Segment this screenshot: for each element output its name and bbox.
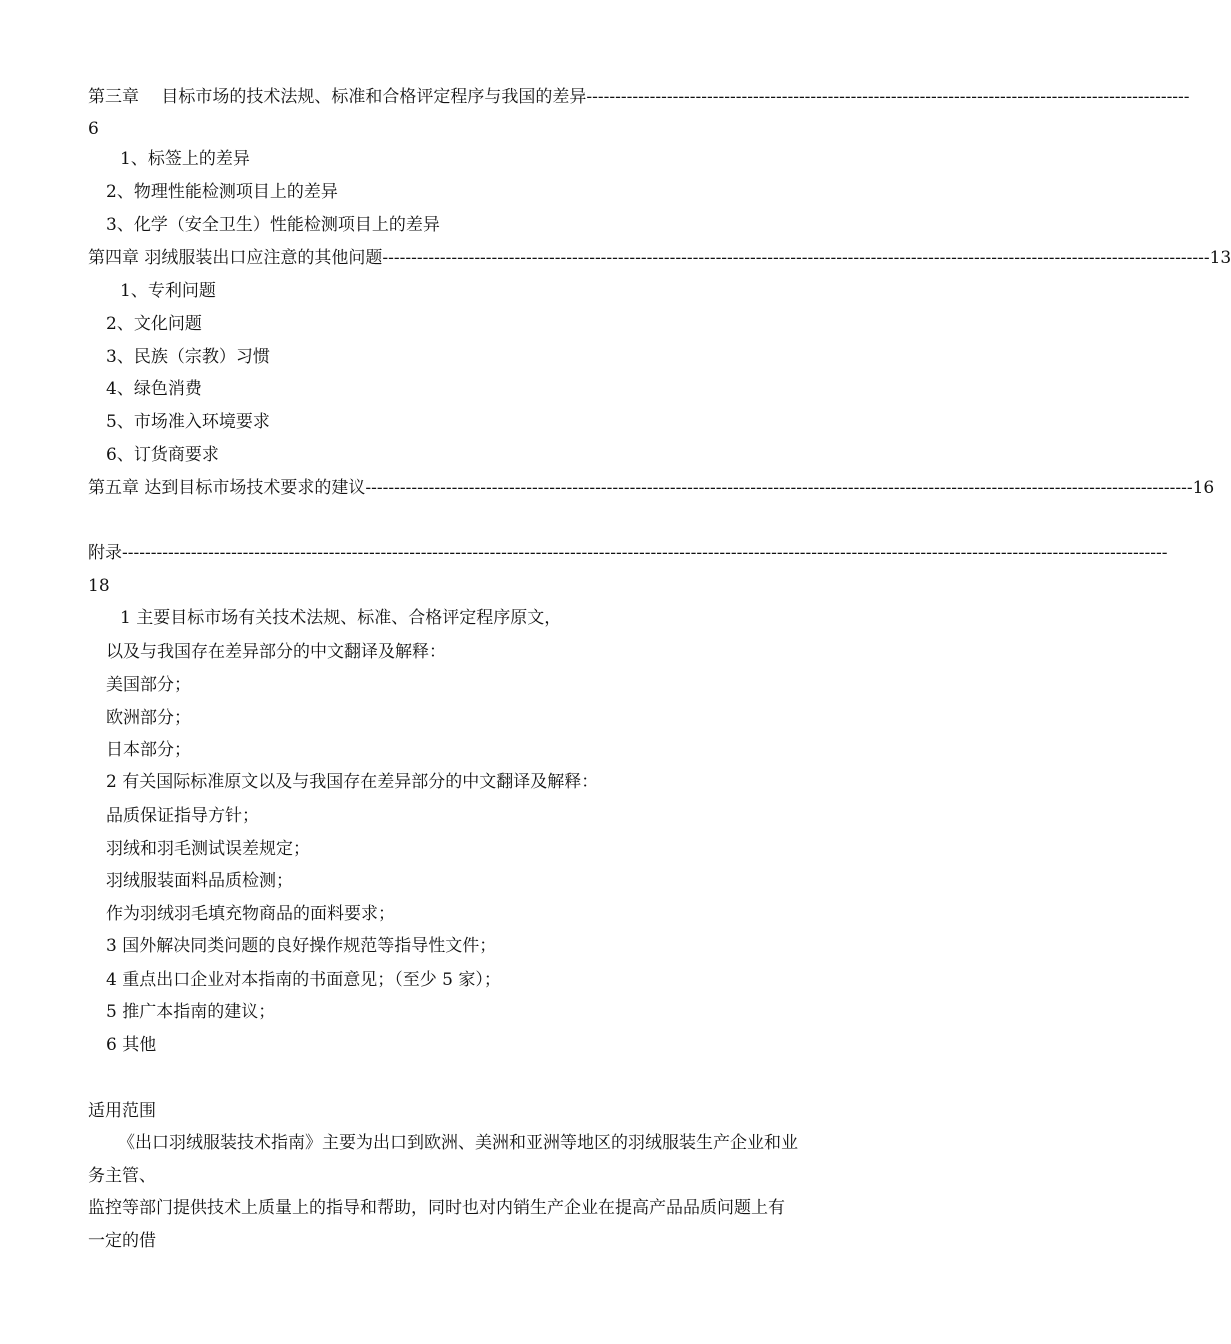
toc-subitem: 1、标签上的差异 <box>120 149 250 169</box>
toc-title: 第五章 达到目标市场技术要求的建议 <box>88 478 366 498</box>
toc-subitem: 1、专利问题 <box>120 281 216 301</box>
toc-subitem: 3、化学（安全卫生）性能检测项目上的差异 <box>106 215 440 235</box>
toc-page-number: 18 <box>88 576 110 596</box>
appendix-line: 日本部分； <box>106 740 191 760</box>
toc-leader: --------------------------------------------------------------------------------------------------------- <box>586 87 1190 107</box>
toc-entry-appendix[interactable] <box>88 542 1168 564</box>
appendix-line: 美国部分； <box>106 675 191 695</box>
appendix-line: 5 推广本指南的建议； <box>106 1002 276 1022</box>
appendix-line: 品质保证指导方针； <box>106 806 259 826</box>
toc-subitem: 4、绿色消费 <box>106 379 202 399</box>
toc-title: 附录 <box>88 543 122 563</box>
appendix-line: 欧洲部分； <box>106 708 191 728</box>
appendix-line: 3 国外解决同类问题的良好操作规范等指导性文件； <box>106 936 497 956</box>
toc-subitem: 5、市场准入环境要求 <box>106 412 270 432</box>
toc-leader: ------------------------------------------------------------------------------------------------------------------------------------------------ <box>365 478 1193 498</box>
appendix-line: 以及与我国存在差异部分的中文翻译及解释： <box>106 642 446 662</box>
toc-leader: ------------------------------------------------------------------------------------------------------------------------------------------------ <box>382 248 1210 268</box>
appendix-line: 作为羽绒羽毛填充物商品的面料要求； <box>106 904 395 924</box>
appendix-line: 羽绒服装面料品质检测； <box>106 871 293 891</box>
toc-entry-chapter-3[interactable] <box>88 86 1190 108</box>
appendix-line: 6 其他 <box>106 1035 157 1055</box>
toc-subitem: 6、订货商要求 <box>106 445 219 465</box>
body-paragraph-line: 务主管、 <box>88 1166 156 1186</box>
body-paragraph-line: 一定的借 <box>88 1231 156 1251</box>
toc-page-number: 13 <box>1209 248 1231 268</box>
toc-page-number: 6 <box>88 119 99 139</box>
toc-page-number: 16 <box>1192 478 1215 498</box>
toc-leader: -------------------------------------------------------------------------------------------------------------------------------------------------------------------------------------- <box>122 543 1168 563</box>
body-paragraph-line: 监控等部门提供技术上质量上的指导和帮助，同时也对内销生产企业在提高产品品质问题上有 <box>88 1198 785 1218</box>
toc-entry-chapter-4[interactable] <box>88 247 1231 269</box>
toc-subitem: 3、民族（宗教）习惯 <box>106 347 270 367</box>
section-heading: 适用范围 <box>88 1101 156 1121</box>
toc-subitem: 2、文化问题 <box>106 314 202 334</box>
appendix-line: 1 主要目标市场有关技术法规、标准、合格评定程序原文， <box>120 608 562 628</box>
toc-subitem: 2、物理性能检测项目上的差异 <box>106 182 338 202</box>
appendix-line: 羽绒和羽毛测试误差规定； <box>106 839 310 859</box>
appendix-line: 4 重点出口企业对本指南的书面意见；（至少 5 家）； <box>106 970 501 990</box>
appendix-line: 2 有关国际标准原文以及与我国存在差异部分的中文翻译及解释： <box>106 772 599 792</box>
toc-entry-chapter-5[interactable] <box>88 477 1215 499</box>
toc-title: 第四章 羽绒服装出口应注意的其他问题 <box>88 248 383 268</box>
body-paragraph-line: 《出口羽绒服装技术指南》主要为出口到欧洲、美洲和亚洲等地区的羽绒服装生产企业和业 <box>118 1133 798 1153</box>
toc-title: 第三章 目标市场的技术法规、标准和合格评定程序与我国的差异 <box>88 87 587 107</box>
